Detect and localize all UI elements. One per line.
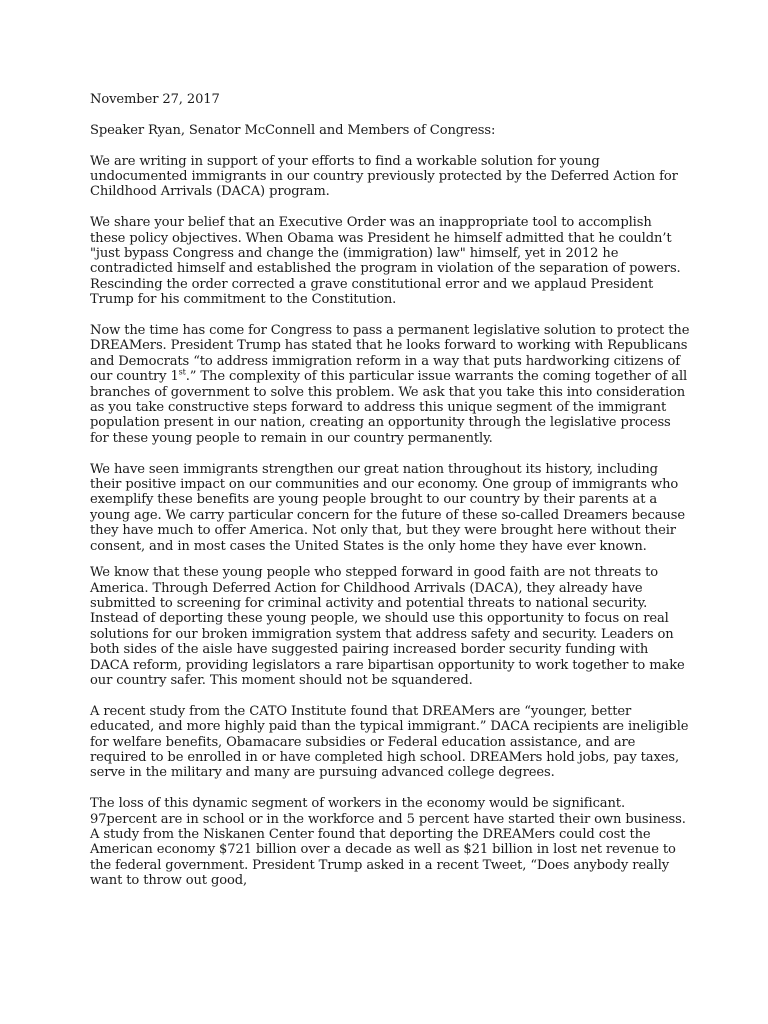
letter-date: November 27, 2017 <box>90 92 220 107</box>
paragraph-2: We share your belief that an Executive Order was an inappropriate tool to accomplish these policy objectives. When Obama was President he himself admitted that he couldn’t "just bypass Congress and change the (immigration) law" himself, yet in 2012 he contradicted himself and established the program in violation of the separation of powers. Rescinding the order corrected a grave constitutional error and we applaud President Trump for his commitment to the Constitution. <box>90 215 681 308</box>
ordinal-suffix: st <box>178 367 186 377</box>
paragraph-3 <box>90 323 690 446</box>
paragraph-5: We know that these young people who stepped forward in good faith are not threats to America. Through Deferred Action for Childhood Arrivals (DACA), they already have submitted to screening for criminal activity and potential threats to national security. Instead of deporting these young people, we should use this opportunity to focus on real solutions for our broken immigration system that address safety and security. Leaders on both sides of the aisle have suggested pairing increased border security funding with DACA reform, providing legislators a rare bipartisan opportunity to work together to make our country safer. This moment should not be squandered. <box>90 565 685 688</box>
paragraph-3-text-a: Now the time has come for Congress to pass a permanent legislative solution to protect the DREAMers. President Trump has stated that he looks forward to working with Republicans and Democrats “to address immigration reform in a way that puts hardworking citizens of our country 1 <box>90 323 690 385</box>
paragraph-1: We are writing in support of your efforts to find a workable solution for young undocumented immigrants in our country previously protected by the Deferred Action for Childhood Arrivals (DACA) program. <box>90 153 678 200</box>
letter-body <box>90 92 690 904</box>
paragraph-7: The loss of this dynamic segment of workers in the economy would be significant. 97percent are in school or in the workforce and 5 percent have started their own business. A study from the Niskanen Center found that deporting the DREAMers could cost the American economy $721 billion over a decade as well as $21 billion in lost net revenue to the federal government. President Trump asked in a recent Tweet, “Does anybody really want to throw out good, <box>90 796 686 889</box>
paragraph-3-text-b: .” The complexity of this particular issue warrants the coming together of all branches of government to solve this problem. We ask that you take this into consideration as you take constructive steps forward to address this unique segment of the immigrant population present in our nation, creating an opportunity through the legislative process for these young people to remain in our country permanently. <box>90 369 688 446</box>
paragraph-4: We have seen immigrants strengthen our great nation throughout its history, including their positive impact on our communities and our economy. One group of immigrants who exemplify these benefits are young people brought to our country by their parents at a young age. We carry particular concern for the future of these so-called Dreamers because they have much to offer America. Not only that, but they were brought here without their consent, and in most cases the United States is the only home they have ever known. <box>90 461 685 554</box>
letter-salutation: Speaker Ryan, Senator McConnell and Members of Congress: <box>90 122 496 138</box>
paragraph-6: A recent study from the CATO Institute found that DREAMers are “younger, better educated, and more highly paid than the typical immigrant.” DACA recipients are ineligible for welfare benefits, Obamacare subsidies or Federal education assistance, and are required to be enrolled in or have completed high school. DREAMers hold jobs, pay taxes, serve in the military and many are pursuing advanced college degrees. <box>90 703 689 781</box>
